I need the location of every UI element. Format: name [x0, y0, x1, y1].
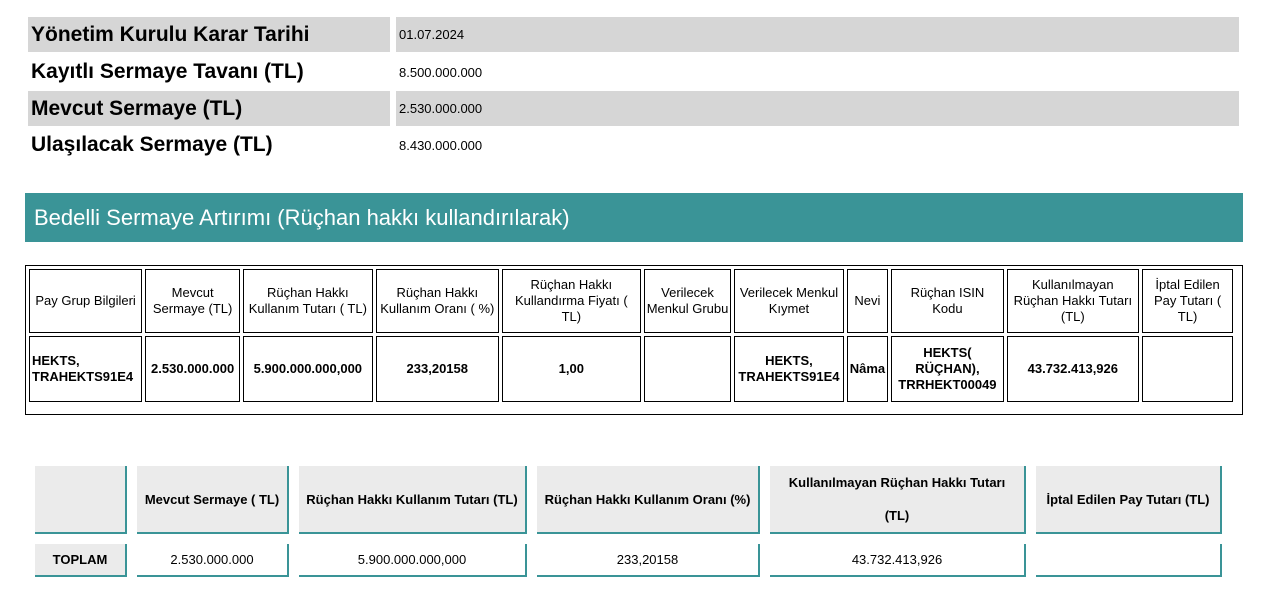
column-header: Verilecek Menkul Grubu: [644, 269, 732, 333]
column-header: İptal Edilen Pay Tutarı (TL): [1036, 466, 1222, 534]
spacer: [35, 534, 127, 544]
column-header: Rüçhan Hakkı Kullandırma Fiyatı ( TL): [502, 269, 641, 333]
info-label: Yönetim Kurulu Karar Tarihi: [31, 22, 310, 46]
table-cell: Nâma: [847, 336, 889, 402]
totals-summary-table: [35, 466, 1232, 577]
column-header: Nevi: [847, 269, 889, 333]
info-label: Ulaşılacak Sermaye (TL): [31, 133, 273, 156]
column-header: Mevcut Sermaye (TL): [145, 269, 240, 333]
info-row-board-decision-date: [28, 17, 1239, 52]
info-value: 8.430.000.000: [399, 137, 483, 153]
table-cell: HEKTS, TRAHEKTS91E4: [734, 336, 843, 402]
column-header: Rüçhan ISIN Kodu: [891, 269, 1003, 333]
info-label: Kayıtlı Sermaye Tavanı (TL): [31, 60, 304, 83]
column-header: Pay Grup Bilgileri: [29, 269, 142, 333]
column-header: [35, 466, 127, 534]
table-cell: 5.900.000.000,000: [299, 544, 527, 577]
rights-issue-detail-table: [25, 265, 1243, 415]
column-header: Mevcut Sermaye ( TL): [137, 466, 289, 534]
column-header: Rüçhan Hakkı Kullanım Tutarı (TL): [299, 466, 527, 534]
info-value: 01.07.2024: [399, 27, 465, 42]
spacer: [1036, 534, 1222, 544]
section-banner: Bedelli Sermaye Artırımı (Rüçhan hakkı kullandırılarak): [25, 193, 1243, 242]
totals-row: [35, 544, 1222, 577]
table-cell: 2.530.000.000: [137, 544, 289, 577]
table-cell: 2.530.000.000: [145, 336, 240, 402]
table-row: [29, 336, 1233, 402]
info-row-current-capital: [28, 91, 1239, 126]
table-cell: 43.732.413,926: [1007, 336, 1140, 402]
column-header: Rüçhan Hakkı Kullanım Oranı (%): [537, 466, 760, 534]
column-header: Verilecek Menkul Kıymet: [734, 269, 843, 333]
spacer: [770, 534, 1026, 544]
table-cell: 5.900.000.000,000: [243, 336, 373, 402]
detail-header-row: [29, 269, 1233, 333]
table-cell: 233,20158: [537, 544, 760, 577]
table-cell: 233,20158: [376, 336, 499, 402]
table-cell: HEKTS, TRAHEKTS91E4: [29, 336, 142, 402]
info-value: 8.500.000.000: [399, 64, 483, 80]
table-cell: 43.732.413,926: [770, 544, 1026, 577]
info-value: 2.530.000.000: [399, 101, 483, 116]
row-spacer: [35, 534, 1222, 544]
info-row-registered-capital-ceiling: [28, 53, 1239, 91]
table-cell: 1,00: [502, 336, 641, 402]
info-row-target-capital: [28, 126, 1239, 164]
column-header: İptal Edilen Pay Tutarı ( TL): [1142, 269, 1233, 333]
table-cell: HEKTS( RÜÇHAN), TRRHEKT00049: [891, 336, 1003, 402]
table-cell: [644, 336, 732, 402]
spacer: [137, 534, 289, 544]
spacer: [299, 534, 527, 544]
table-cell: [1036, 544, 1222, 577]
total-label: TOPLAM: [35, 544, 127, 577]
spacer: [537, 534, 760, 544]
info-label: Mevcut Sermaye (TL): [31, 96, 243, 120]
column-header: Rüçhan Hakkı Kullanım Tutarı ( TL): [243, 269, 373, 333]
column-header: Rüçhan Hakkı Kullanım Oranı ( %): [376, 269, 499, 333]
table-cell: [1142, 336, 1233, 402]
summary-header-row: [35, 466, 1222, 534]
capital-info-table: [28, 17, 1239, 164]
column-header: Kullanılmayan Rüçhan Hakkı Tutarı (TL): [770, 466, 1026, 534]
column-header: Kullanılmayan Rüçhan Hakkı Tutarı (TL): [1007, 269, 1140, 333]
